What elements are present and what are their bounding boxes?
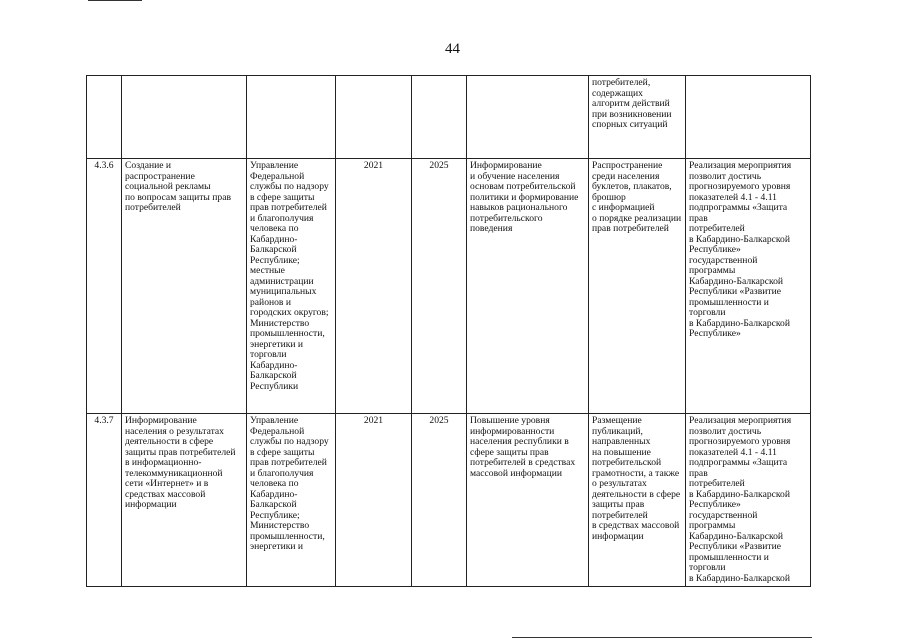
program-table bbox=[86, 75, 811, 587]
measure-content: Распространение среди населения буклетов, плакатов, брошюр с информацией о порядке реализации прав потребителей bbox=[589, 159, 686, 414]
table-row bbox=[87, 414, 811, 587]
table-row bbox=[87, 159, 811, 414]
end-year bbox=[412, 76, 467, 159]
indicator-link bbox=[686, 76, 811, 159]
executor: Управление Федеральной службы по надзору в сфере защиты прав потребителей и благополучия человека по Кабардино- Балкарской Республике; местные администрации муниципальных районов и городских округов; Министерство промышленности, энергетики и торговли Кабардино- Балкарской Республики bbox=[247, 159, 336, 414]
expected-result bbox=[467, 76, 589, 159]
start-year bbox=[336, 76, 412, 159]
table-row bbox=[87, 76, 811, 159]
start-year: 2021 bbox=[336, 414, 412, 587]
item-number: 4.3.7 bbox=[87, 414, 122, 587]
measure-title: Информирование населения о результатах деятельности в сфере защиты прав потребителей в информационно- телекоммуникационной сети «Интернет» и в средствах массовой информации bbox=[122, 414, 247, 587]
measure-title: Создание и распространение социальной рекламы по вопросам защиты прав потребителей bbox=[122, 159, 247, 414]
measure-content: потребителей, содержащих алгоритм действий при возникновении спорных ситуаций bbox=[589, 76, 686, 159]
start-year: 2021 bbox=[336, 159, 412, 414]
expected-result: Информирование и обучение населения основам потребительской политики и формирование навыков рационального потребительского поведения bbox=[467, 159, 589, 414]
end-year: 2025 bbox=[412, 414, 467, 587]
executor bbox=[247, 76, 336, 159]
executor: Управление Федеральной службы по надзору в сфере защиты прав потребителей и благополучия человека по Кабардино- Балкарской Республике; Министерство промышленности, энергетики и bbox=[247, 414, 336, 587]
indicator-link: Реализация мероприятия позволит достичь прогнозируемого уровня показателей 4.1 - 4.11 подпрограммы «Защита прав потребителей в Кабардино-Балкарской Республике» государственной программы Кабардино-Балкарской Республики «Развитие промышленности и торговли в Кабардино-Балкарской bbox=[686, 414, 811, 587]
expected-result: Повышение уровня информированности населения республики в сфере защиты прав потребителей в средствах массовой информации bbox=[467, 414, 589, 587]
end-year: 2025 bbox=[412, 159, 467, 414]
item-number: 4.3.6 bbox=[87, 159, 122, 414]
scan-mark-bottom bbox=[512, 637, 812, 638]
page-number: 44 bbox=[445, 41, 460, 57]
measure-title bbox=[122, 76, 247, 159]
scan-mark-top bbox=[88, 0, 142, 1]
measure-content: Размещение публикаций, направленных на повышение потребительской грамотности, а также о результатах деятельности в сфере защиты прав потребителей в средствах массовой информации bbox=[589, 414, 686, 587]
indicator-link: Реализация мероприятия позволит достичь прогнозируемого уровня показателей 4.1 - 4.11 подпрограммы «Защита прав потребителей в Кабардино-Балкарской Республике» государственной программы Кабардино-Балкарской Республики «Развитие промышленности и торговли в Кабардино-Балкарской Республике» bbox=[686, 159, 811, 414]
item-number bbox=[87, 76, 122, 159]
